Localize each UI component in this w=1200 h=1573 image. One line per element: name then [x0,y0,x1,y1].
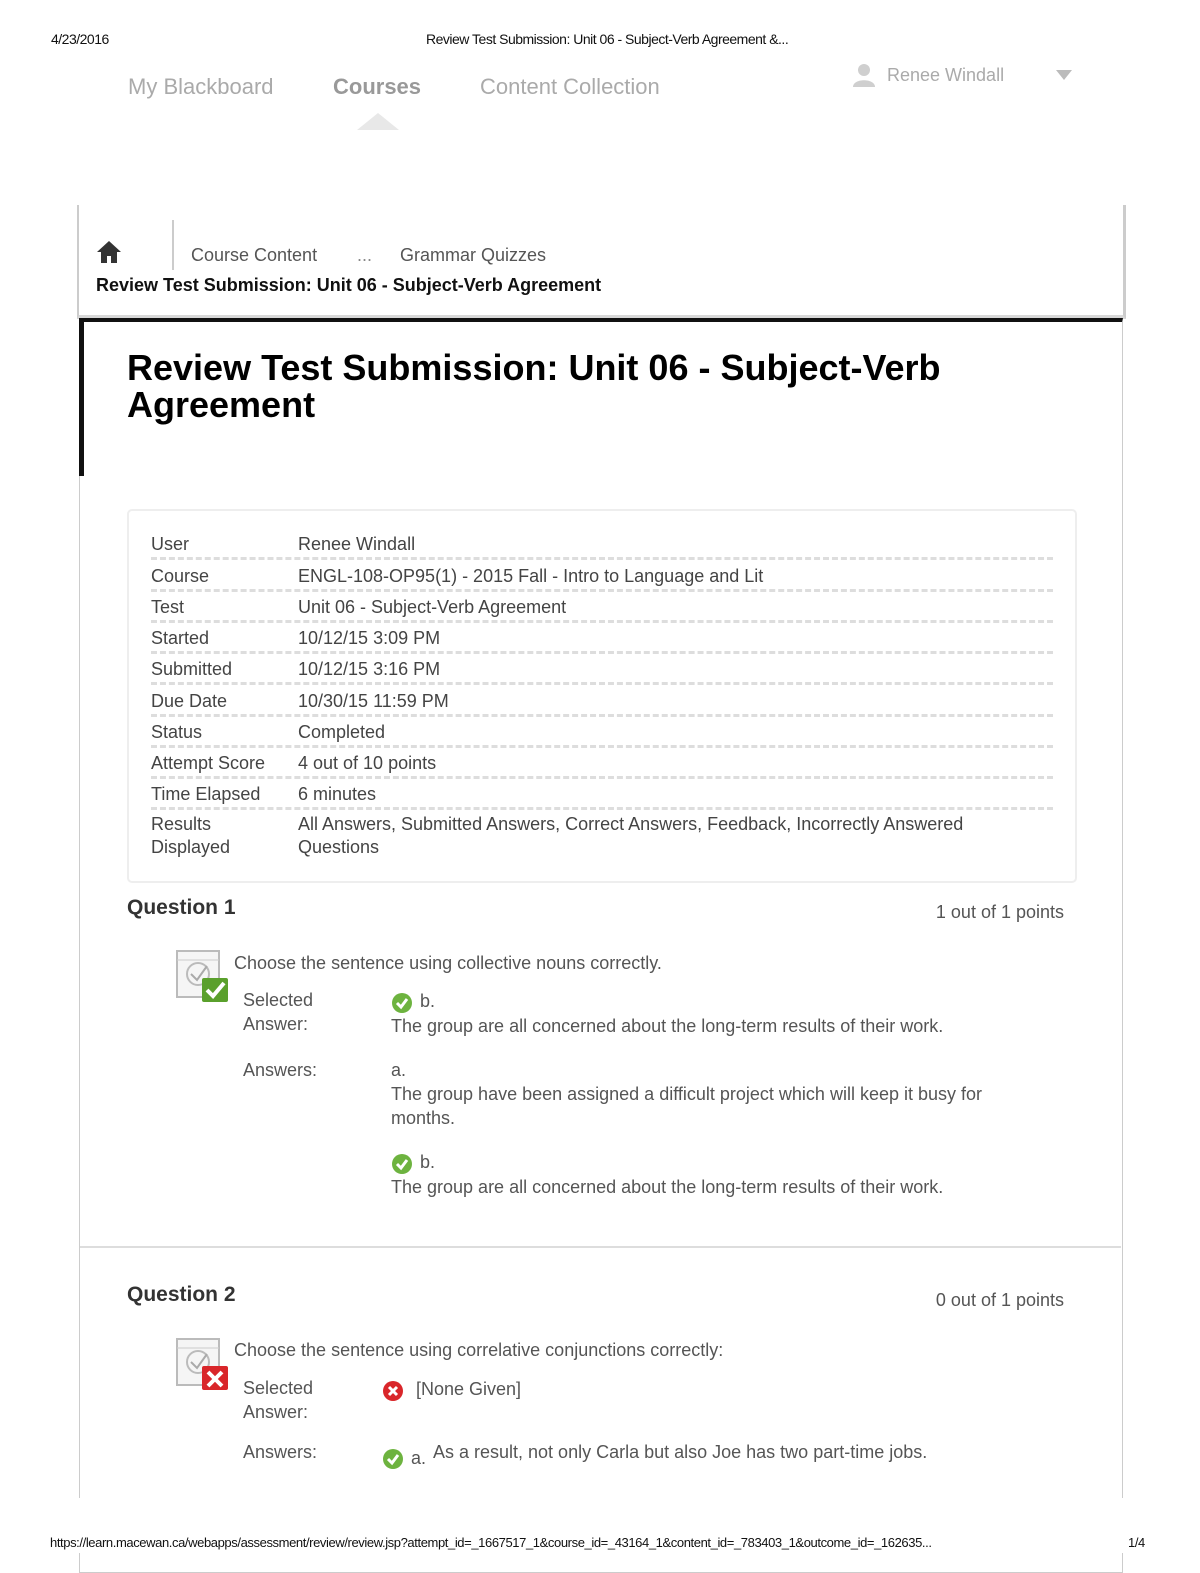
check-icon [382,1448,404,1470]
tab-my-blackboard[interactable]: My Blackboard [128,74,274,99]
question-points: 0 out of 1 points [935,1290,1064,1310]
detail-label: Time Elapsed [151,784,261,804]
answers-label: Answers: [243,1060,318,1080]
detail-value: 10/30/15 11:59 PM [298,691,449,711]
print-title: Review Test Submission: Unit 06 - Subject-Verb Agreement &... [426,31,789,47]
detail-label: Attempt Score [151,753,266,773]
question-text: Choose the sentence using correlative conjunctions correctly: [234,1340,724,1360]
page-title: Review Test Submission: Unit 06 - Subject-Verb Agreement [127,347,941,425]
user-name: Renee Windall [887,64,1005,85]
home-icon[interactable] [96,240,122,264]
selected-answer-label: Selected Answer: [243,1378,314,1422]
detail-row-time-elapsed [151,776,1053,810]
detail-value: 10/12/15 3:09 PM [298,628,441,648]
check-icon [391,1153,413,1175]
x-icon [382,1380,404,1402]
question-text: Choose the sentence using collective nouns correctly. [234,953,662,973]
tab-courses[interactable]: Courses [333,74,422,99]
detail-label: Due Date [151,691,228,711]
detail-value: 10/12/15 3:16 PM [298,659,441,679]
breadcrumb-current: Review Test Submission: Unit 06 - Subject-Verb Agreement [96,275,602,295]
detail-row-due-date [151,683,1053,717]
breadcrumb-item-course-content[interactable]: Course Content [191,245,318,265]
selected-answer-text: [None Given] [416,1379,522,1399]
detail-label: Test [151,597,185,617]
detail-row-test [151,589,1053,623]
detail-label: User [151,534,190,554]
check-icon [391,992,413,1014]
detail-row-submitted [151,651,1053,685]
selected-answer-text: The group are all concerned about the long-term results of their work. [391,1016,944,1036]
breadcrumb-item-grammar-quizzes[interactable]: Grammar Quizzes [400,245,547,265]
answer-option-letter: b. [420,1152,436,1172]
footer-url: https://learn.macewan.ca/webapps/assessment/review/review.jsp?attempt_id=_1667517_1&course_id=_43164_1&content_id=_783403_1&outcome_id=_162635... [50,1535,932,1550]
detail-label: Status [151,722,203,742]
detail-value: All Answers, Submitted Answers, Correct Answers, Feedback, Incorrectly Answered Questions [298,814,964,857]
selected-answer-letter: b. [420,991,436,1011]
selected-answer-label: Selected Answer: [243,990,314,1034]
answer-option-text: The group have been assigned a difficult project which will keep it busy for months. [391,1084,983,1128]
detail-value: 4 out of 10 points [298,753,437,773]
detail-label: Submitted [151,659,233,679]
answers-label: Answers: [243,1442,318,1462]
answer-option-letter: a. [411,1448,427,1468]
detail-label: Results Displayed [151,814,231,857]
tab-content-collection[interactable]: Content Collection [480,74,660,99]
content-area [79,318,1123,1573]
detail-value: Completed [298,722,386,742]
detail-label: Course [151,566,210,586]
submission-details [127,509,1077,883]
answer-option-letter: a. [391,1060,407,1080]
detail-row-course [151,558,1053,592]
question-title: Question 1 [127,896,236,919]
breadcrumb-ellipsis[interactable]: ... [357,245,373,265]
question-divider [80,1246,1121,1248]
breadcrumb-separator [172,220,174,270]
active-tab-pointer [357,113,399,130]
question-points: 1 out of 1 points [935,902,1064,922]
detail-row-attempt-score [151,745,1053,779]
answer-option-text: The group are all concerned about the long-term results of their work. [391,1177,944,1197]
title-accent-bar [79,318,84,476]
question-title: Question 2 [127,1283,236,1306]
detail-value: ENGL-108-OP95(1) - 2015 Fall - Intro to Language and Lit [298,566,764,586]
chevron-down-icon[interactable] [1056,70,1072,80]
user-icon [852,62,876,88]
detail-value: Renee Windall [298,534,416,554]
correct-answer-status-icon [174,948,230,1004]
user-menu[interactable] [852,62,1072,88]
detail-value: 6 minutes [298,784,377,804]
incorrect-answer-status-icon [174,1336,230,1392]
print-date: 4/23/2016 [51,31,109,47]
detail-value: Unit 06 - Subject-Verb Agreement [298,597,567,617]
detail-label: Started [151,628,210,648]
detail-row-status [151,714,1053,748]
answer-option-text: As a result, not only Carla but also Joe has two part-time jobs. [433,1442,928,1462]
detail-row-started [151,620,1053,654]
footer-page-number: 1/4 [1128,1535,1145,1550]
detail-row-user [151,526,1053,560]
page-title-wrap [127,349,1027,423]
